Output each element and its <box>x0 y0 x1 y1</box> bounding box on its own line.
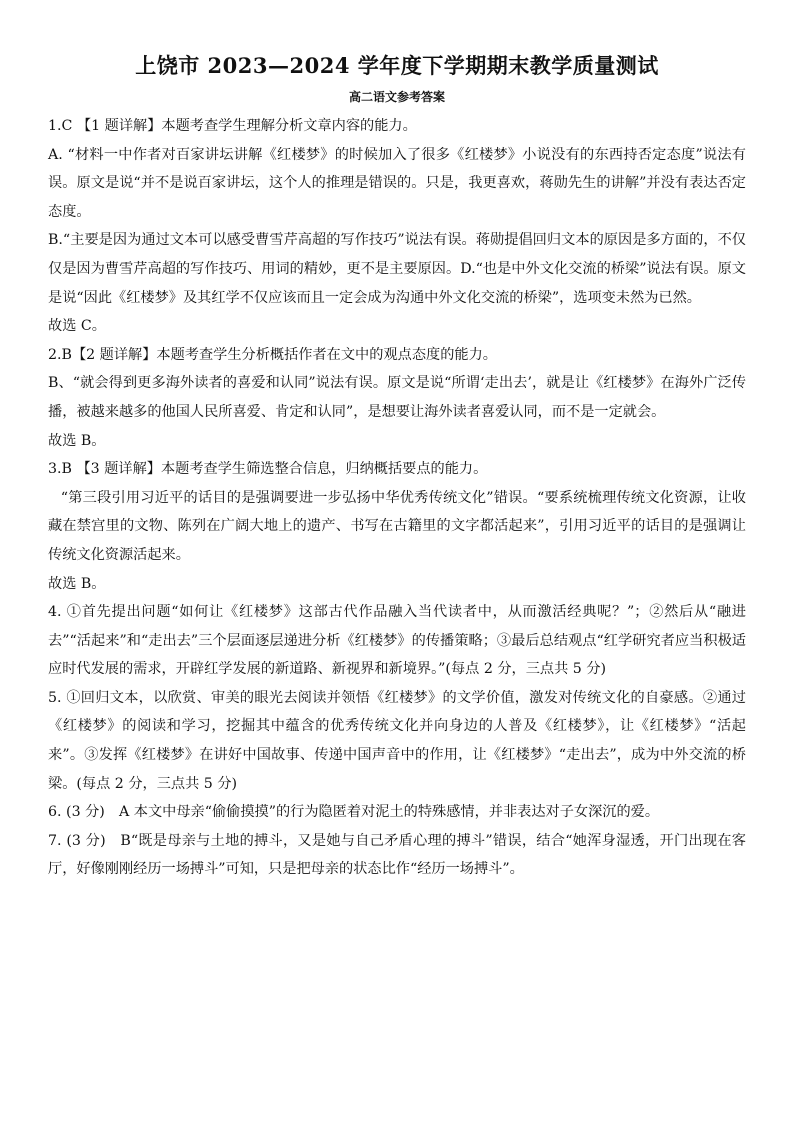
answer-paragraph-q3-header: 3.B 【3 题详解】本题考查学生筛选整合信息，归纳概括要点的能力。 <box>48 461 488 478</box>
page-title: 上饶市 2023—2024 学年度下学期期末教学质量测试 <box>135 53 659 78</box>
answer-paragraph-q3-conclusion: 故选 B。 <box>48 575 106 592</box>
answer-paragraph-q5: 5. ①回归文本，以欣赏、审美的眼光去阅读并领悟《红楼梦》的文学价值，激发对传统文化的自豪感。②通过《红楼梦》的阅读和学习，挖掘其中蕴含的优秀传统文化并向身边的人普及《红楼梦》，让《红楼梦》“活起来”。③发挥《红楼梦》在讲好中国故事、传递中国声音中的作用，让《红楼梦》“走出去”，成为中外交流的桥梁。(每点 2 分，三点共 5 分) <box>48 689 746 792</box>
answer-paragraph-q4: 4. ①首先提出问题“如何让《红楼梦》这部古代作品融入当代读者中，从而激活经典呢？”；②然后从“融进去”“活起来”和“走出去”三个层面逐层递进分析《红楼梦》的传播策略；③最后总结观点“红学研究者应当积极适应时代发展的需求，开辟红学发展的新道路、新视界和新境界。”(每点 2 分，三点共 5 分) <box>48 604 746 678</box>
answer-paragraph-q2-conclusion: 故选 B。 <box>48 432 106 449</box>
answer-paragraph-q3-explanation: “第三段引用习近平的话目的是强调要进一步弘扬中华优秀传统文化”错误。“要系统梳理传统文化资源，让收藏在禁宫里的文物、陈列在广阔大地上的遗产、书写在古籍里的文字都活起来”，引用习近平的话目的是强调让传统文化资源活起来。 <box>48 489 746 563</box>
answer-paragraph-q1-header: 1.C 【1 题详解】本题考查学生理解分析文章内容的能力。 <box>48 118 417 134</box>
answer-paragraph-q1-conclusion: 故选 C。 <box>48 318 106 335</box>
answer-paragraph-q7: 7. (3 分) B“既是母亲与土地的搏斗，又是她与自己矛盾心理的搏斗”错误，结合“她浑身湿透，开门出现在客厅，好像刚刚经历一场搏斗”可知，只是把母亲的状态比作“经历一场搏斗”。 <box>48 832 746 878</box>
answer-paragraph-q2-header: 2.B【2 题详解】本题考查学生分析概括作者在文中的观点态度的能力。 <box>48 346 497 363</box>
page-subtitle: 高二语文参考答案 <box>348 90 445 104</box>
answer-paragraph-q1-option-a: A. “材料一中作者对百家讲坛讲解《红楼梦》的时候加入了很多《红楼梦》小说没有的东西持否定态度”说法有误。原文是说“并不是说百家讲坛，这个人的推理是错误的。只是，我更喜欢，蒋勋先生的讲解”并没有表达否定态度。 <box>48 146 746 220</box>
answer-paragraph-q1-option-b-d: B.“主要是因为通过文本可以感受曹雪芹高超的写作技巧”说法有误。蒋勋提倡回归文本的原因是多方面的，不仅仅是因为曹雪芹高超的写作技巧、用词的精妙，更不是主要原因。D.“也是中外文化交流的桥梁”说法有误。原文是说“因此《红楼梦》及其红学不仅应该而且一定会成为沟通中外文化交流的桥梁”，选项变未然为已然。 <box>48 232 746 306</box>
answer-paragraph-q6: 6. (3 分) A 本文中母亲“偷偷摸摸”的行为隐匿着对泥土的特殊感情，并非表达对子女深沉的爱。 <box>48 804 660 821</box>
answer-paragraph-q2-option-b: B、“就会得到更多海外读者的喜爱和认同”说法有误。原文是说“所谓‘走出去’，就是让《红楼梦》在海外广泛传播，被越来越多的他国人民所喜爱、肯定和认同”，是想要让海外读者喜爱认同，而不是一定就会。 <box>48 375 746 420</box>
answer-content <box>48 112 746 884</box>
